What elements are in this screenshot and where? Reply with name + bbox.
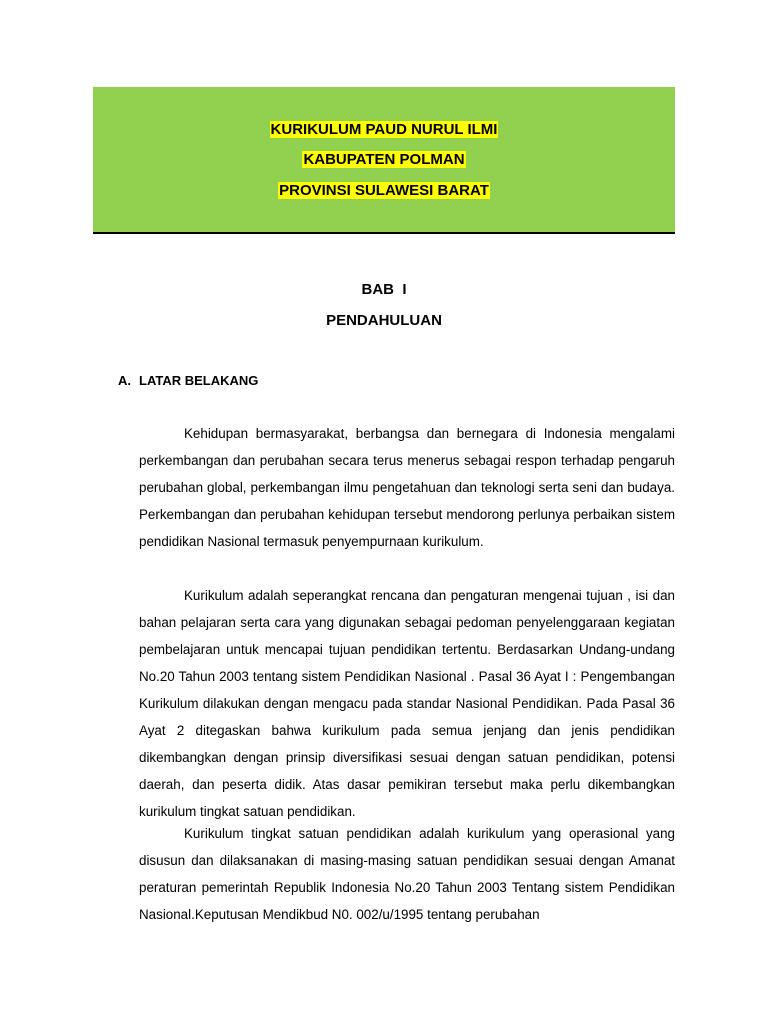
title-line-1 xyxy=(93,120,675,140)
paragraph-1-block xyxy=(139,420,675,555)
chapter-label: BAB I xyxy=(361,281,407,298)
paragraph-3-block xyxy=(139,820,675,928)
title-line-2 xyxy=(93,150,675,170)
title-banner xyxy=(93,87,675,234)
chapter-title: PENDAHULUAN xyxy=(326,312,442,329)
section-heading xyxy=(118,371,258,391)
title-line-3-text: PROVINSI SULAWESI BARAT xyxy=(279,182,489,199)
paragraph-2: Kurikulum adalah seperangkat rencana dan pengaturan mengenai tujuan , isi dan bahan pelajaran serta cara yang digunakan sebagai pedoman penyelenggaraan kegiatan pembelajaran untuk mencapai tujuan pendidikan tertentu. Berdasarkan Undang-undang No.20 Tahun 2003 tentang sistem Pendidikan Nasional . Pasal 36 Ayat I : Pengembangan Kurikulum dilakukan dengan mengacu pada standar Nasional Pendidikan. Pada Pasal 36 Ayat 2 ditegaskan bahwa kurikulum pada semua jenjang dan jenis pendidikan dikembangkan dengan prinsip diversifikasi sesuai dengan satuan pendidikan, potensi daerah, dan peserta didik. Atas dasar pemikiran tersebut maka perlu dikembangkan kurikulum tingkat satuan pendidikan. xyxy=(139,588,675,819)
paragraph-3: Kurikulum tingkat satuan pendidikan adalah kurikulum yang operasional yang disusun dan dilaksanakan di masing-masing satuan pendidikan sesuai dengan Amanat peraturan pemerintah Republik Indonesia No.20 Tahun 2003 Tentang sistem Pendidikan Nasional.Keputusan Mendikbud N0. 002/u/1995 tentang perubahan xyxy=(139,826,675,922)
paragraph-2-block xyxy=(139,582,675,825)
section-title: LATAR BELAKANG xyxy=(139,373,259,388)
paragraph-1: Kehidupan bermasyarakat, berbangsa dan bernegara di Indonesia mengalami perkembangan dan perubahan secara terus menerus sebagai respon terhadap pengaruh perubahan global, perkembangan ilmu pengetahuan dan teknologi serta seni dan budaya. Perkembangan dan perubahan kehidupan tersebut mendorong perlunya perbaikan sistem pendidikan Nasional termasuk penyempurnaan kurikulum. xyxy=(139,426,675,549)
section-marker: A. xyxy=(118,373,131,388)
title-line-2-text: KABUPATEN POLMAN xyxy=(303,151,465,168)
title-line-3 xyxy=(93,181,675,201)
title-line-1-text: KURIKULUM PAUD NURUL ILMI xyxy=(270,121,498,138)
